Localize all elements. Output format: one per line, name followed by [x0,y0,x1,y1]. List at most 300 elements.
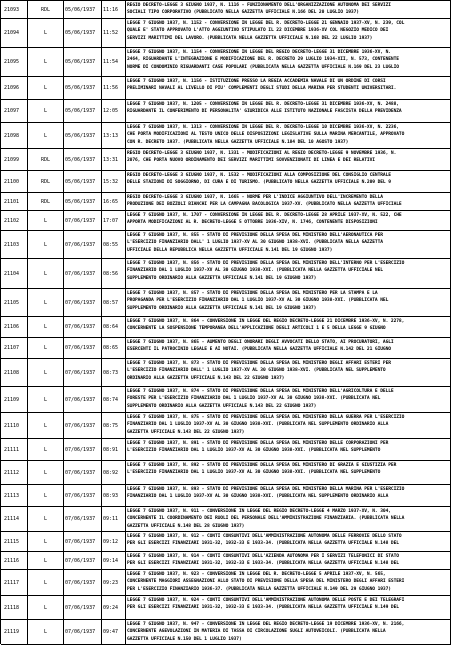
act-date-cell [64,461,102,484]
act-title-cell [126,289,451,316]
act-title-line: REGIO DECRETO-LEGGE 3 GIUGNO 1937, N. 1532 - MODIFICAZIONI ALLA COMPOSIZIONE DEL CONSIGLIO CENTRALE [127,173,391,178]
act-title-cell [126,317,451,337]
act-title-line: FINANZIARIO DAL 1 LUGLIO 1937-XV AL 30 GIUGNO 1938-XVI. (PUBBLICATA NEL SUPPLEMENTO ORDINARIO ALLA [127,422,389,428]
table-row [1,439,451,461]
act-type: L [43,538,47,545]
act-type-cell [28,570,64,595]
act-title-line: 2464, RIGUARDANTE L'INTEGRAZIONE E MODIFICAZIONE DEL R. DECRETO 29 LUGLIO 1934-XII, N. 573, CONTENENTE [127,57,399,63]
record-number: 21110 [4,422,20,429]
act-title-cell [126,507,451,531]
act-title-line: CONCERNENTE LA SOSPENSIONE TEMPORANEA DELL'APPLICAZIONE DEGLI ARTICOLI 1 E 5 DELLA LEGGE 9 GIUGNO [127,326,386,332]
act-date-cell [64,123,102,148]
act-type: RDL [40,6,51,13]
table-row [1,289,451,317]
act-date: 05/06/1937 [65,6,96,13]
act-date-cell [64,77,102,99]
act-title-lines [127,508,449,530]
record-number: 21108 [4,369,20,376]
record-number: 21094 [4,30,20,36]
act-date-cell [64,439,102,460]
act-date: 05/06/1937 [65,178,96,185]
act-title-cell [126,338,451,358]
act-title-cell [126,485,451,506]
act-title-line: LEGGE 7 GIUGNO 1937, N. 1156 - ISTITUZIONE PRESSO LA REGIA ACCADEMIA NAVALE DI UN ORDINE DI CORSI [127,79,386,84]
act-title-line: LEGGE 7 GIUGNO 1937, N. 864 - CONVERSIONE IN LEGGE DEL REGIO DECRETO-LEGGE 21 DICEMBRE 1936-XV, N. 2278, [127,319,405,324]
act-type-cell [28,552,64,569]
act-date: 07/06/1937 [65,538,96,545]
act-date: 07/06/1937 [65,446,96,453]
act-type: L [43,579,47,586]
act-type-cell [28,19,64,47]
act-type: L [43,422,47,429]
act-title-lines [127,101,449,116]
act-title-lines [127,20,449,42]
act-title-lines [127,260,449,282]
act-code: 09:23 [103,579,119,586]
act-title-line: LEGGE 7 GIUGNO 1937, N. 1205 - CONVERSIONE IN LEGGE DEL R. DECRETO-LEGGE 31 DICEMBRE 1936-XV, N. 2488, [127,102,399,107]
act-code: 11:52 [103,30,119,36]
act-date: 07/06/1937 [65,492,96,499]
act-date-cell [64,193,102,210]
act-title-line: LEGGE 7 GIUGNO 1937, N. 857 - STATO DI PREVISIONE DELLA SPESA DEL MINISTERO PER LA STAMPA E LA [127,291,378,296]
act-title-line: QUALE E' STATO APPROVATO L'ATTO AGGIUNTIVO STIPULATO IL 22 DICEMBRE 1936-XV COL NEGOZIO MEDICO DEI [127,28,389,34]
act-date-cell [64,485,102,506]
act-title-line: PER GLI ESERCIZI FINANZIARI 1931-32, 1932-33 E 1933-34. (PUBBLICATA NELLA GAZZETTA UFFICIALE N.148 DEL [127,561,399,567]
act-code-cell [102,123,126,148]
act-date-cell [64,338,102,358]
act-type: L [43,108,47,114]
act-title-lines [127,212,449,227]
act-title-lines [127,49,449,71]
act-title-line: GAZZETTA UFFICIALE N.150 DEL 1 LUGLIO 1937) [127,636,242,642]
act-title-line: SUPPLEMENTO ORDINARIO ALLA GAZZETTA UFFICIALE N.141 DEL 19 GIUGNO 1937) [127,305,317,311]
act-title-line: LEGGE 7 GIUGNO 1937, N. 892 - STATO DI PREVISIONE DELLA SPESA DEL MINISTERO DI GRAZIA E GIUSTIZIA PER [127,463,397,468]
act-title-lines [127,462,449,477]
act-type-cell [28,532,64,551]
act-code: 08:57 [103,299,119,306]
record-number-cell [1,193,28,210]
act-title-cell [126,359,451,386]
act-title-lines [127,360,449,382]
act-code: 09:11 [103,516,119,522]
act-type: L [43,132,47,139]
act-code: 15:32 [103,178,119,185]
act-title-cell [126,211,451,230]
record-number: 21101 [4,198,20,205]
act-date: 07/06/1937 [65,270,96,277]
act-date: 07/06/1937 [65,516,96,522]
act-type: L [43,557,47,564]
act-code-cell [102,338,126,358]
act-code-cell [102,387,126,412]
act-title-cell [126,149,451,170]
act-type-cell [28,123,64,148]
act-title-line: CON R. DECRETO 1937. (PUBBLICATA NELLA GAZZETTA UFFICIALE N.184 DEL 10 AGOSTO 1937) [127,139,349,145]
act-code-cell [102,231,126,258]
act-code-cell [102,171,126,192]
act-type-cell [28,48,64,76]
act-date-cell [64,19,102,47]
record-number: 21106 [4,324,20,330]
act-title-line: LEGGE 7 GIUGNO 1937, N. 893 - STATO DI PREVISIONE DELLA SPESA DEL MINISTERO DELLA MARINA PER L'ESERCIZIO [127,487,405,492]
act-date-cell [64,259,102,288]
act-title-cell [126,620,451,644]
table-row [1,317,451,338]
act-title-lines [127,533,449,548]
act-code-cell [102,289,126,316]
record-number: 21093 [4,6,20,13]
act-code: 08:73 [103,369,119,376]
record-number-cell [1,485,28,506]
table-row [1,231,451,259]
record-number-cell [1,77,28,99]
act-code: 13:13 [103,132,119,139]
act-type-cell [28,507,64,531]
act-date: 05/06/1937 [65,108,96,114]
act-title-cell [126,1,451,18]
act-date-cell [64,48,102,76]
act-date: 07/06/1937 [65,324,96,330]
record-number-cell [1,100,28,122]
act-code-cell [102,1,126,18]
act-type-cell [28,211,64,230]
act-title-line: CONCERNENTE AGEVOLAZIONI IN MATERIA DI TASSA DI CIRCOLAZIONE SUGLI AUTOVEICOLI. (PUBBLICATA NELLA [127,629,386,635]
act-title-line: LEGGE 7 GIUGNO 1937, N. 911 - CONVERSIONE IN LEGGE DEL REGIO DECRETO-LEGGE 4 MARZO 1937-XV, N. 304, [127,509,391,514]
act-title-line: REGIO DECRETO-LEGGE 3 GIUGNO 1937, N. 1116 - FUNZIONAMENTO DELL'ORGANIZZAZIONE AUTONOMA DEI SERVIZI [127,3,391,8]
act-code-cell [102,507,126,531]
act-title-line: LEGGE 7 GIUGNO 1937, N. 1313 - CONVERSIONE IN LEGGE DEL R. DECRETO-LEGGE 10 DICEMBRE 1936-XV, N. 2236, [127,125,399,130]
act-title-lines [127,172,449,187]
record-number-cell [1,596,28,619]
act-code: 11:54 [103,59,119,65]
act-type-cell [28,387,64,412]
act-date: 07/06/1937 [65,217,96,224]
act-code: 08:64 [103,324,119,330]
act-type: L [43,396,47,403]
act-title-line: L'ESERCIZIO FINANZIARIO DAL 1 LUGLIO 1937-XV AL 30 GIUGNO 1938-XVI. (PUBBLICATA NEL SUPPLEMENTO [127,448,381,454]
act-type-cell [28,359,64,386]
table-row [1,100,451,123]
act-date: 07/06/1937 [65,369,96,376]
record-number: 21117 [4,579,20,586]
act-date: 07/06/1937 [65,422,96,429]
act-date: 07/06/1937 [65,579,96,586]
record-number-cell [1,1,28,18]
act-title-cell [126,461,451,484]
record-number-cell [1,211,28,230]
act-title-line: PROPAGANDA PER L'ESERCIZIO FINANZIARIO DAL 1 LUGLIO 1937-XV AL 30 GIUGNO 1938-XVI. (PUBBLICATA NEL [127,298,389,304]
act-type-cell [28,439,64,460]
record-number: 21103 [4,241,20,248]
act-type-cell [28,461,64,484]
act-date-cell [64,149,102,170]
record-number-cell [1,507,28,531]
act-type: L [43,59,47,65]
act-type: L [43,516,47,522]
act-code-cell [102,532,126,551]
record-number-cell [1,317,28,337]
act-type: L [43,469,47,476]
act-type: L [43,299,47,306]
act-date-cell [64,231,102,258]
act-date-cell [64,211,102,230]
act-code-cell [102,259,126,288]
act-date-cell [64,359,102,386]
act-title-cell [126,48,451,76]
table-row [1,532,451,552]
act-title-lines [127,571,449,593]
act-code-cell [102,149,126,170]
act-type-cell [28,485,64,506]
record-number-cell [1,149,28,170]
act-date-cell [64,507,102,531]
act-type-cell [28,1,64,18]
record-number: 21116 [4,557,20,564]
act-type: L [43,30,47,36]
act-code: 08:74 [103,396,119,403]
act-date: 07/06/1937 [65,469,96,476]
act-title-line: L'ESERCIZIO FINANZIARIO DALL' 1 LUGLIO 1937-XV AL 30 GIUGNO 1938-XVI. (PUBBLICATA NELLA GAZZETTA [127,240,383,246]
act-type-cell [28,317,64,337]
act-title-lines [127,621,449,643]
act-type: RDL [40,156,51,163]
act-date: 05/06/1937 [65,30,96,36]
act-title-cell [126,439,451,460]
act-code-cell [102,596,126,619]
act-code: 11:56 [103,85,119,91]
table-row [1,596,451,620]
act-date-cell [64,413,102,438]
act-title-lines [127,150,449,165]
act-title-line: L'ESERCIZIO FINANZIARIO DALL' 1 LUGLIO 1937-XV AL 30 GIUGNO 1938-XVI. (PUBBLICATA NEL SUPPLEMENTO [127,368,386,374]
act-type-cell [28,596,64,619]
act-code: 09:47 [103,629,119,635]
record-number: 21114 [4,516,20,522]
record-number-cell [1,19,28,47]
record-number: 21100 [4,178,20,185]
act-title-line: PER GLI ESERCIZI FINANZIARI 1931-32, 1932-33 E 1933-34. (PUBBLICATA NELLA GAZZETTA UFFICIALE N.148 DEL [127,541,399,547]
act-title-lines [127,553,449,568]
act-title-cell [126,570,451,595]
act-date-cell [64,532,102,551]
act-date-cell [64,289,102,316]
act-date-cell [64,317,102,337]
act-title-line: PER GLI ESERCIZI FINANZIARI 1931-32, 1932-33 E 1933-34. (PUBBLICATA NELLA GAZZETTA UFFICIALE N.149 DEL [127,605,399,611]
act-title-line: REGIO DECRETO-LEGGE 3 GIUGNO 1937, N. 1665 - NORME PER L'INDICE AGGIUNTIVO DELL'INCREMENTO DELLA [127,195,383,200]
act-date: 07/06/1937 [65,557,96,564]
act-type-cell [28,171,64,192]
act-title-line: ESERCENTI IL PATROCINIO LEGALE E AI NOTAI. (PUBBLICATA NELLA GAZZETTA UFFICIALE N.142 DEL 21 GIUGNO [127,347,391,353]
act-title-cell [126,77,451,99]
act-title-line: SOCIALI TIPO CORPORATIVO (PUBBLICATO NELLA GAZZETTA UFFICIALE N.166 DEL 20 LUGLIO 1937) [127,10,359,16]
act-code-cell [102,19,126,47]
act-title-line: FINANZIARIO DAL 1 LUGLIO 1937-XV AL 30 GIUGNO 1938-XVI. (PUBBLICATA NELLA GAZZETTA UFFICIALE NEL [127,268,383,274]
act-title-cell [126,171,451,192]
act-code-cell [102,211,126,230]
act-title-line: ORDINARIO ALLA GAZZETTA UFFICIALE N.143 DEL 22 GIUGNO 1937) [127,375,285,381]
act-type-cell [28,77,64,99]
record-number: 21119 [4,629,20,635]
act-date: 07/06/1937 [65,241,96,248]
act-title-line: LEGGE 7 GIUGNO 1937, N. 947 - CONVERSIONE IN LEGGE DEL REGIO DECRETO-LEGGE 19 DICEMBRE 1936-XV, N. 2166, [127,622,405,627]
act-title-lines [127,486,449,501]
act-title-line: SERVIZI MARITTIMI DEL LAVORO. (PUBBLICATA NELLA GAZZETTA UFFICIALE N.168 DEL 22 LUGLIO 1937) [127,35,373,41]
table-row [1,387,451,413]
act-title-line: APPORTA MODIFICAZIONI AL R. DECRETO-LEGGE 5 OTTOBRE 1936-XIV, N. 1746, CONTENENTE DISPOSIZIONI [127,220,378,226]
act-type: L [43,369,47,376]
table-row [1,19,451,48]
act-title-line: UFFICIALE DELLA REPUBBLICA NELLA GAZZETTA UFFICIALE N.141 DEL 19 GIUGNO 1937) [127,247,333,253]
act-title-cell [126,413,451,438]
act-date: 05/06/1937 [65,59,96,65]
record-number-cell [1,570,28,595]
act-code-cell [102,620,126,644]
act-title-lines [127,232,449,254]
act-date: 07/06/1937 [65,345,96,351]
act-type-cell [28,231,64,258]
record-number-cell [1,461,28,484]
record-number-cell [1,231,28,258]
act-code: 09:14 [103,557,119,564]
table-row [1,338,451,359]
record-number: 21109 [4,396,20,403]
act-title-cell [126,387,451,412]
act-title-lines [127,78,449,93]
act-code-cell [102,359,126,386]
act-title-line: LEGGE 7 GIUGNO 1937, N. 874 - STATO DI PREVISIONE DELLA SPESA DEL MINISTERO DELL'AGRICOLTURA E DELLE [127,389,394,394]
act-code-cell [102,100,126,122]
act-title-cell [126,552,451,569]
record-number: 21099 [4,156,20,163]
table-row [1,359,451,387]
act-title-line: PRELIMINARI NAVALI AL LIVELLO DI PIU' COMPLEMENTI DEGLI STUDI DELLA MARINA PER STUDENTI UNIVERSITARI. [127,86,397,92]
act-title-lines [127,597,449,612]
record-number-cell [1,413,28,438]
act-title-lines [127,339,449,354]
act-code-cell [102,552,126,569]
act-date-cell [64,596,102,619]
act-code-cell [102,317,126,337]
table-row [1,620,451,645]
record-number: 21104 [4,270,20,277]
act-date: 07/06/1937 [65,629,96,635]
act-title-lines [127,290,449,312]
act-type: L [43,604,47,611]
act-code: 13:31 [103,156,119,163]
act-title-lines [127,318,449,333]
act-date-cell [64,1,102,18]
record-number-cell [1,439,28,460]
act-title-line: NORME DI CONDOMINIO RIGUARDANTI CASE POPOLARI (PUBBLICATA NELLA GAZZETTA UFFICIALE N.169 DEL 23 LUGLIO [127,64,399,70]
act-code-cell [102,439,126,460]
act-title-line: LEGGE 7 GIUGNO 1937, N. 875 - STATO DI PREVISIONE DELLA SPESA DEL MINISTERO DELLA GUERRA PER L'ESERCIZIO [127,415,405,420]
act-title-lines [127,414,449,436]
act-code-cell [102,570,126,595]
act-type: L [43,217,47,224]
record-number: 21115 [4,538,20,545]
record-number-cell [1,259,28,288]
table-row [1,570,451,596]
act-title-cell [126,19,451,47]
act-date-cell [64,570,102,595]
act-type-cell [28,289,64,316]
record-number-cell [1,620,28,644]
act-title-lines [127,388,449,410]
act-date-cell [64,387,102,412]
act-code-cell [102,485,126,506]
act-title-line: PER L'ESERCIZIO FINANZIARIO 1936-37. (PUBBLICATA NELLA GAZZETTA UFFICIALE N.149 DEL 29 GIUGNO 1937) [127,586,391,592]
act-title-line: FORESTE PER L'ESERCIZIO FINANZIARIO DAL 1 LUGLIO 1937-XV AL 30 GIUGNO 1938-XVI. (PUBBLICATA NEL [127,396,381,402]
act-code: 12:05 [103,108,119,114]
record-number-cell [1,359,28,386]
table-row [1,1,451,19]
table-row [1,461,451,485]
act-title-line: LEGGE 7 GIUGNO 1937, N. 855 - STATO DI PREVISIONE DELLA SPESA DEL MINISTERO DELL'AERONAUTICA PER [127,233,383,238]
act-title-cell [126,100,451,122]
act-type-cell [28,338,64,358]
act-date-cell [64,100,102,122]
act-title-line: REGIO DECRETO-LEGGE 3 GIUGNO 1937, N. 1331 - MODIFICAZIONI AL REGIO DECRETO-LEGGE 9 NOVEMBRE 1936, N. [127,151,397,156]
act-code: 08:55 [103,241,119,248]
record-number-cell [1,171,28,192]
act-title-line: LEGGE 7 GIUGNO 1937, N. 865 - AUMENTO DEGLI ONORARI DEGLI AVVOCATI DELLO STATO, AI PROCURATORI, AGLI [127,340,394,345]
act-date-cell [64,171,102,192]
record-number: 21112 [4,469,20,476]
act-title-line: LEGGE 7 GIUGNO 1937, N. 1154 - CONVERSIONE IN LEGGE DEL REGIO DECRETO-LEGGE 31 DICEMBRE 1936-XV, N. [127,50,391,55]
act-type-cell [28,259,64,288]
act-type-cell [28,413,64,438]
act-code-cell [102,77,126,99]
table-row [1,552,451,570]
act-date-cell [64,552,102,569]
act-title-line: CHE PORTA MODIFICAZIONI AL TESTO UNICO DELLE DISPOSIZIONI LEGISLATIVE SULLA MARINA MERCANTILE, APPROVATO [127,132,405,138]
act-title-cell [126,259,451,288]
act-type: L [43,241,47,248]
act-code: 08:91 [103,446,119,453]
act-code: 08:92 [103,469,119,476]
record-number-cell [1,387,28,412]
act-title-line: LEGGE 7 GIUGNO 1937, N. 914 - CONTI CONSUNTIVI DELL'AZIENDA AUTONOMA PER I SERVIZI TELEFONICI DI STATO [127,554,399,559]
act-title-line: LEGGE 7 GIUGNO 1937, N. 1152 - CONVERSIONE IN LEGGE DEL R. DECRETO-LEGGE 21 GENNAIO 1937-XV, N. 239, COL [127,21,405,26]
act-date-cell [64,620,102,644]
act-type-cell [28,149,64,170]
act-date: 05/06/1937 [65,156,96,163]
act-title-lines [127,440,449,455]
act-code: 08:56 [103,270,119,277]
act-code-cell [102,461,126,484]
act-title-cell [126,123,451,148]
act-title-line: GAZZETTA UFFICIALE N.148 DEL 28 GIUGNO 1937) [127,523,245,529]
act-title-line: L'ESERCIZIO FINANZIARIO DAL 1 LUGLIO 1937-XV AL 30 GIUGNO 1938-XVI. (PUBBLICATA NEL SUPPLEMENTO [127,470,381,476]
record-number: 21111 [4,446,20,453]
act-code: 09:12 [103,538,119,545]
record-number-cell [1,552,28,569]
record-number: 21096 [4,85,20,91]
act-title-line: DELLE STAZIONI DI SOGGIORNO, DI CURA E DI TURISMO. (PUBBLICATO NELLA GAZZETTA UFFICIALE N.209 DEL 9 [127,180,391,186]
record-number-cell [1,123,28,148]
table-row [1,507,451,532]
act-date: 05/06/1937 [65,132,96,139]
act-title-lines [127,194,449,209]
act-title-line: SUPPLEMENTO ORDINARIO ALLA GAZZETTA UFFICIALE N.141 DEL 19 GIUGNO 1937) [127,275,317,281]
act-date: 07/06/1937 [65,604,96,611]
act-title-line: RIGUARDANTE IL CONFERIMENTO DI PERSONALITA' GIURIDICA ALLE ISTITUTO NAZIONALE FASCISTA DELLA PREVIDENZA [127,109,402,115]
act-title-line: LEGGE 7 GIUGNO 1937, N. 912 - CONTI CONSUNTIVI DELL'AMMINISTRAZIONE AUTONOMA DELLE FERROVIE DELLO STATO [127,534,402,539]
act-title-line: GAZZETTA UFFICIALE N.143 DEL 22 GIUGNO 1937) [127,429,245,435]
act-type: L [43,85,47,91]
record-number: 21118 [4,604,20,611]
act-code: 16:65 [103,198,119,205]
